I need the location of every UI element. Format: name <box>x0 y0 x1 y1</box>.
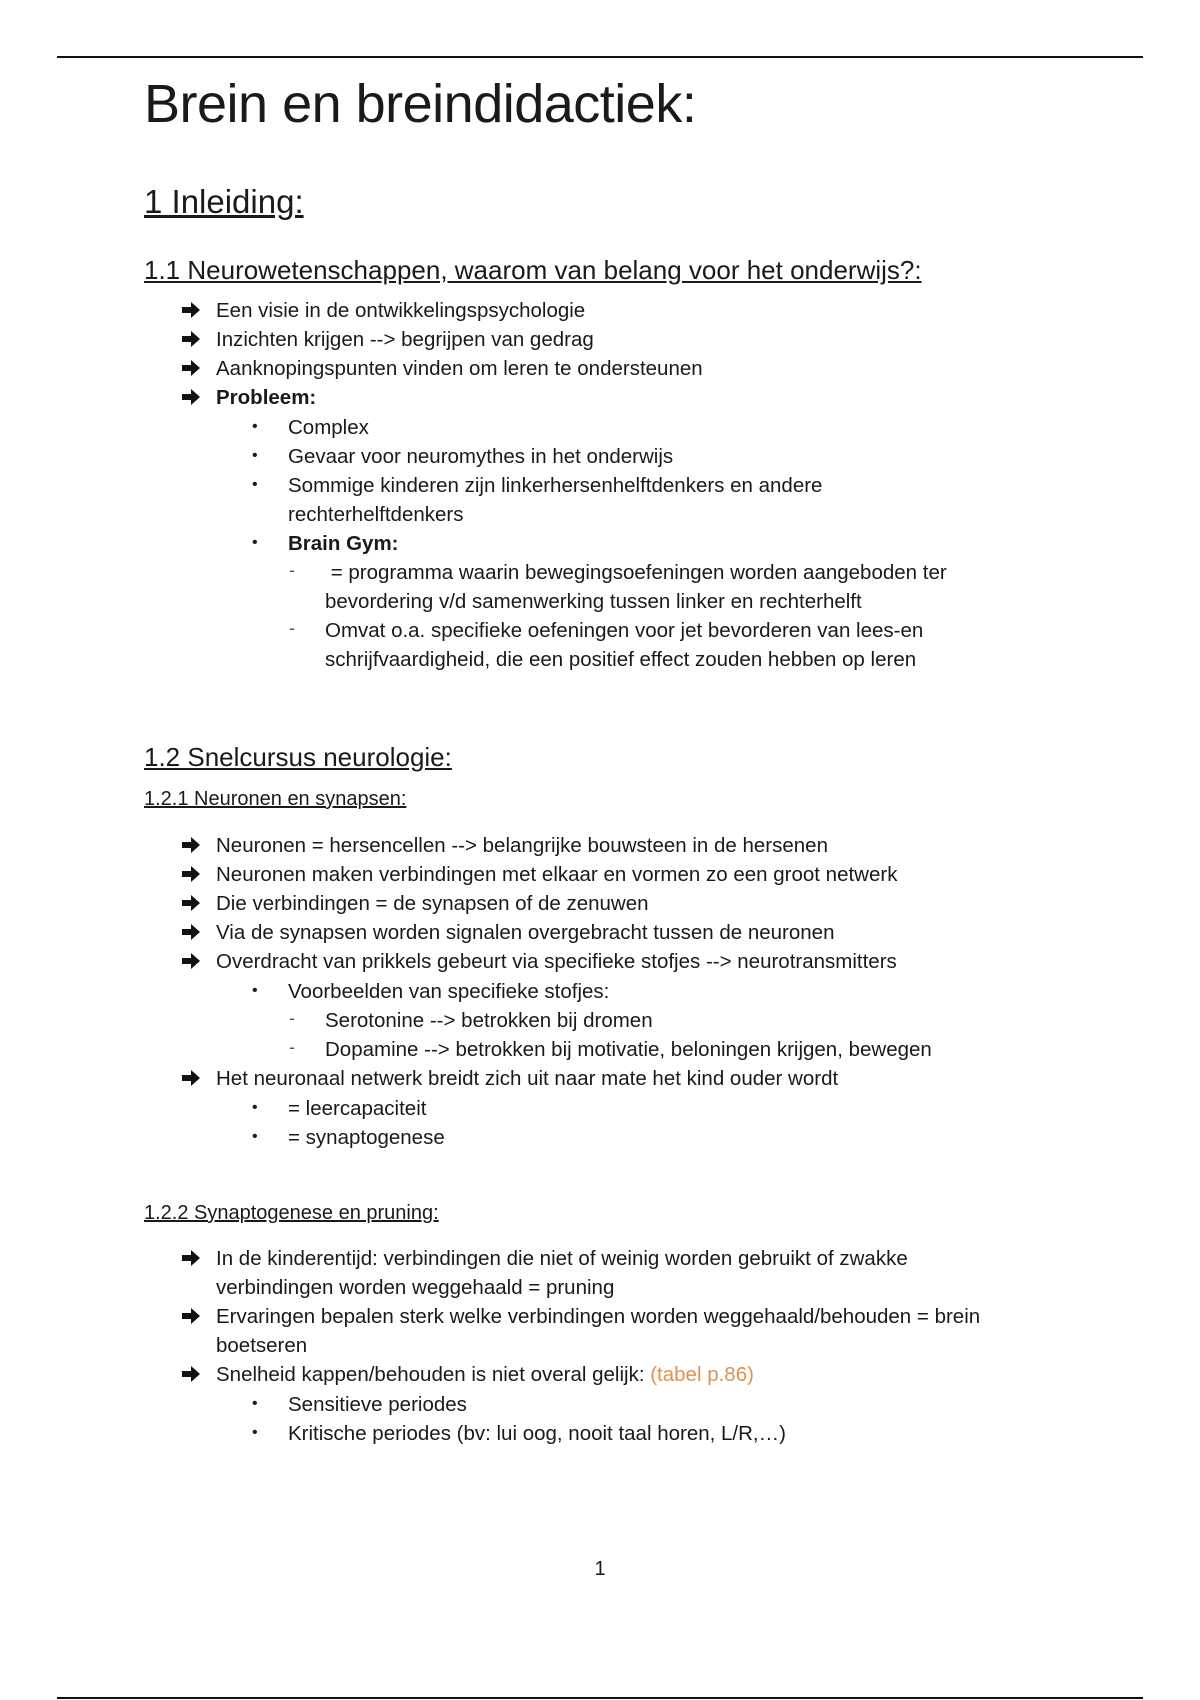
bullet-icon: • <box>252 982 258 999</box>
dash-icon: - <box>289 1037 295 1057</box>
table-reference: (tabel p.86) <box>650 1363 754 1386</box>
bullet-icon: • <box>252 1099 258 1116</box>
bullet-item-brain-gym: Brain Gym: <box>288 532 399 555</box>
dash-icon: - <box>289 560 295 580</box>
arrow-icon <box>180 387 204 411</box>
page-title: Brein en breindidactiek: <box>144 74 697 134</box>
bullet-icon: • <box>252 447 258 464</box>
bullet-item: Sommige kinderen zijn linkerhersenhelftdenkers en andere <box>288 474 823 497</box>
arrow-icon <box>180 1306 204 1330</box>
dash-item-continuation: schrijfvaardigheid, die een positief effect zouden hebben op leren <box>325 648 917 671</box>
arrow-icon <box>180 1248 204 1272</box>
dash-icon: - <box>289 1008 295 1028</box>
list-item: Via de synapsen worden signalen overgebracht tussen de neuronen <box>216 921 835 944</box>
arrow-icon <box>180 951 204 975</box>
arrow-icon <box>180 1068 204 1092</box>
list-item: Inzichten krijgen --> begrijpen van gedrag <box>216 328 594 351</box>
dash-item: Omvat o.a. specifieke oefeningen voor jet bevorderen van lees-en <box>325 619 924 642</box>
list-item: Het neuronaal netwerk breidt zich uit naar mate het kind ouder wordt <box>216 1067 839 1090</box>
list-item: In de kinderentijd: verbindingen die niet of weinig worden gebruikt of zwakke <box>216 1247 908 1270</box>
list-item: Aanknopingspunten vinden om leren te ondersteunen <box>216 357 703 380</box>
arrow-icon <box>180 893 204 917</box>
subsubsection-heading-1-2-2: 1.2.2 Synaptogenese en pruning: <box>144 1202 439 1224</box>
bullet-icon: • <box>252 1128 258 1145</box>
bullet-item: Kritische periodes (bv: lui oog, nooit taal horen, L/R,…) <box>288 1422 786 1445</box>
bullet-item: Voorbeelden van specifieke stofjes: <box>288 980 610 1003</box>
bullet-item: Gevaar voor neuromythes in het onderwijs <box>288 445 674 468</box>
subsubsection-heading-1-2-1: 1.2.1 Neuronen en synapsen: <box>144 788 407 810</box>
list-item-continuation: verbindingen worden weggehaald = pruning <box>216 1276 615 1299</box>
bullet-icon: • <box>252 476 258 493</box>
bullet-icon: • <box>252 418 258 435</box>
list-item-text: Snelheid kappen/behouden is niet overal gelijk: <box>216 1363 651 1386</box>
dash-item-continuation: bevordering v/d samenwerking tussen linker en rechterhelft <box>325 590 862 613</box>
bullet-item: Complex <box>288 416 369 439</box>
document-title <box>144 72 696 136</box>
list-item: Een visie in de ontwikkelingspsychologie <box>216 299 586 322</box>
list-item-problem: Probleem: <box>216 386 317 409</box>
bullet-icon: • <box>252 1395 258 1412</box>
subsection-heading-1-1: 1.1 Neurowetenschappen, waarom van belang voor het onderwijs?: <box>144 255 922 285</box>
bullet-icon: • <box>252 1424 258 1441</box>
list-item: Overdracht van prikkels gebeurt via specifieke stofjes --> neurotransmitters <box>216 950 897 973</box>
list-item: Neuronen = hersencellen --> belangrijke bouwsteen in de hersenen <box>216 834 828 857</box>
dash-item: Dopamine --> betrokken bij motivatie, beloningen krijgen, bewegen <box>325 1038 932 1061</box>
list-item: Ervaringen bepalen sterk welke verbindingen worden weggehaald/behouden = brein <box>216 1305 981 1328</box>
subsection-heading-1-2: 1.2 Snelcursus neurologie: <box>144 742 452 772</box>
top-rule <box>57 56 1143 58</box>
dash-item: Serotonine --> betrokken bij dromen <box>325 1009 653 1032</box>
bullet-item: = synaptogenese <box>288 1126 445 1149</box>
arrow-icon <box>180 300 204 324</box>
bullet-item: = leercapaciteit <box>288 1097 427 1120</box>
arrow-icon <box>180 358 204 382</box>
arrow-icon <box>180 864 204 888</box>
list-item: Neuronen maken verbindingen met elkaar en vormen zo een groot netwerk <box>216 863 898 886</box>
dash-icon: - <box>289 618 295 638</box>
arrow-icon <box>180 922 204 946</box>
list-item-continuation: boetseren <box>216 1334 308 1357</box>
list-item <box>216 1360 754 1389</box>
bottom-rule <box>57 1697 1143 1699</box>
page-number: 1 <box>594 1558 606 1580</box>
arrow-icon <box>180 1364 204 1388</box>
bullet-item-continuation: rechterhelftdenkers <box>288 503 464 526</box>
list-item: Die verbindingen = de synapsen of de zenuwen <box>216 892 649 915</box>
section-heading-inleiding: 1 Inleiding: <box>144 183 304 220</box>
arrow-icon <box>180 329 204 353</box>
dash-item: = programma waarin bewegingsoefeningen worden aangeboden ter <box>325 561 947 584</box>
bullet-item: Sensitieve periodes <box>288 1393 467 1416</box>
bullet-icon: • <box>252 534 258 551</box>
arrow-icon <box>180 835 204 859</box>
